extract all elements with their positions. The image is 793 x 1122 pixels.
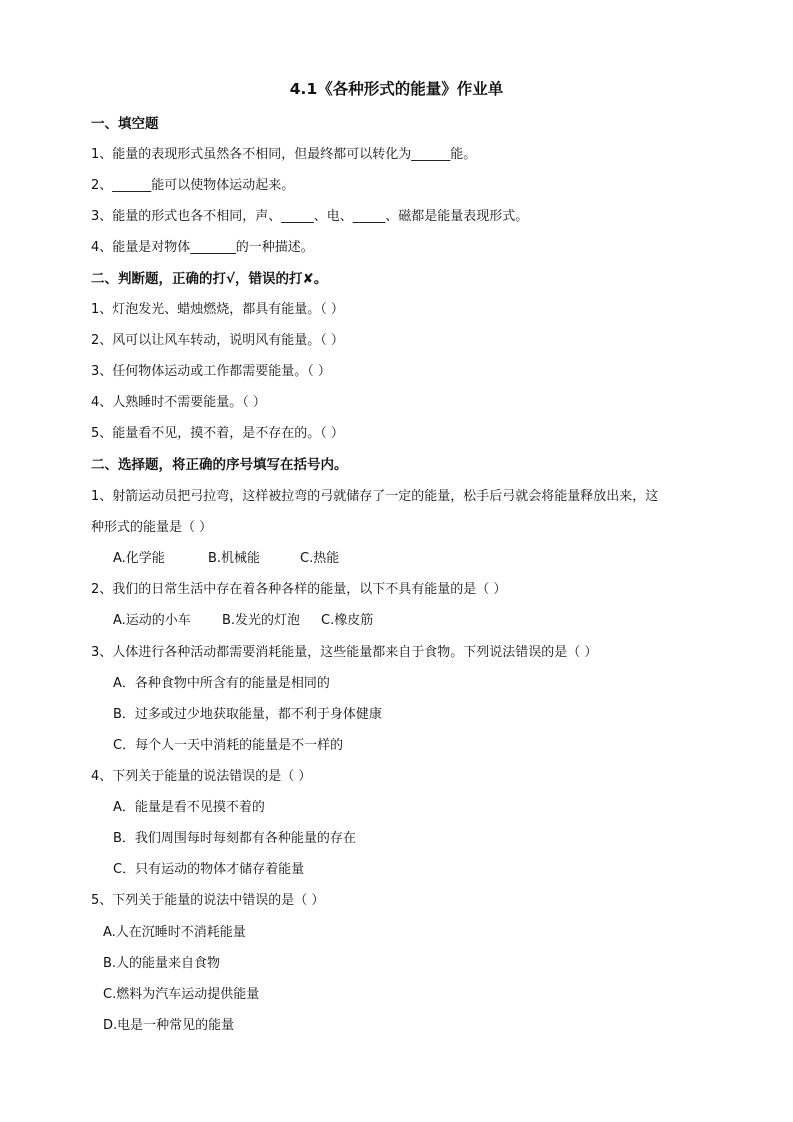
question-text: 1、灯泡发光、蜡烛燃烧，都具有能量。（ ） — [91, 302, 344, 317]
question-text: 2、风可以让风车转动，说明风有能量。（ ） — [91, 333, 344, 348]
option: A.运动的小车 — [113, 613, 191, 628]
question-text: 3、人体进行各种活动都需要消耗能量，这些能量都来自于食物。下列说法错误的是（ ） — [91, 645, 598, 660]
option: A.化学能 — [113, 551, 165, 566]
option: C.橡皮筋 — [321, 613, 374, 628]
option: D.电是一种常见的能量 — [103, 1018, 235, 1033]
question-text: 2、我们的日常生活中存在着各种各样的能量，以下不具有能量的是（ ） — [91, 582, 507, 597]
option: B．我们周围每时每刻都有各种能量的存在 — [113, 831, 356, 846]
option: A．各种食物中所含有的能量是相同的 — [113, 676, 330, 691]
question-text: 2、______能可以使物体运动起来。 — [91, 178, 295, 193]
option: B.发光的灯泡 — [222, 613, 301, 628]
question-text: 5、下列关于能量的说法中错误的是（ ） — [91, 893, 325, 908]
question-text: 3、能量的形式也各不相同，声、_____、电、_____、磁都是能量表现形式。 — [91, 209, 529, 224]
question-text: 4、人熟睡时不需要能量。（ ） — [91, 395, 266, 410]
section-heading-multiple-choice: 二、选择题，将正确的序号填写在括号内。 — [91, 457, 348, 473]
option: C．只有运动的物体才储存着能量 — [113, 862, 305, 877]
option: B.人的能量来自食物 — [103, 956, 221, 971]
question-text: 种形式的能量是（ ） — [91, 520, 213, 535]
question-text: 1、射箭运动员把弓拉弯，这样被拉弯的弓就储存了一定的能量，松手后弓就会将能量释放出来，这 — [91, 489, 659, 504]
option: C.燃料为汽车运动提供能量 — [103, 987, 260, 1002]
option: C.热能 — [300, 551, 340, 566]
question-text: 1、能量的表现形式虽然各不相同，但最终都可以转化为______能。 — [91, 147, 477, 162]
section-heading-true-false: 二、判断题，正确的打√，错误的打✘。 — [91, 271, 328, 287]
option: B．过多或过少地获取能量，都不利于身体健康 — [113, 707, 382, 722]
page-title: 4.1《各种形式的能量》作业单 — [289, 80, 504, 98]
section-heading-fill-blank: 一、填空题 — [91, 116, 159, 132]
question-text: 4、能量是对物体_______的一种描述。 — [91, 240, 314, 255]
question-text: 4、下列关于能量的说法错误的是（ ） — [91, 769, 312, 784]
option: C．每个人一天中消耗的能量是不一样的 — [113, 738, 344, 753]
option: B.机械能 — [208, 551, 261, 566]
question-text: 5、能量看不见，摸不着，是不存在的。（ ） — [91, 426, 344, 441]
option: A.人在沉睡时不消耗能量 — [103, 925, 246, 940]
option: A．能量是看不见摸不着的 — [113, 800, 265, 815]
question-text: 3、任何物体运动或工作都需要能量。（ ） — [91, 364, 331, 379]
